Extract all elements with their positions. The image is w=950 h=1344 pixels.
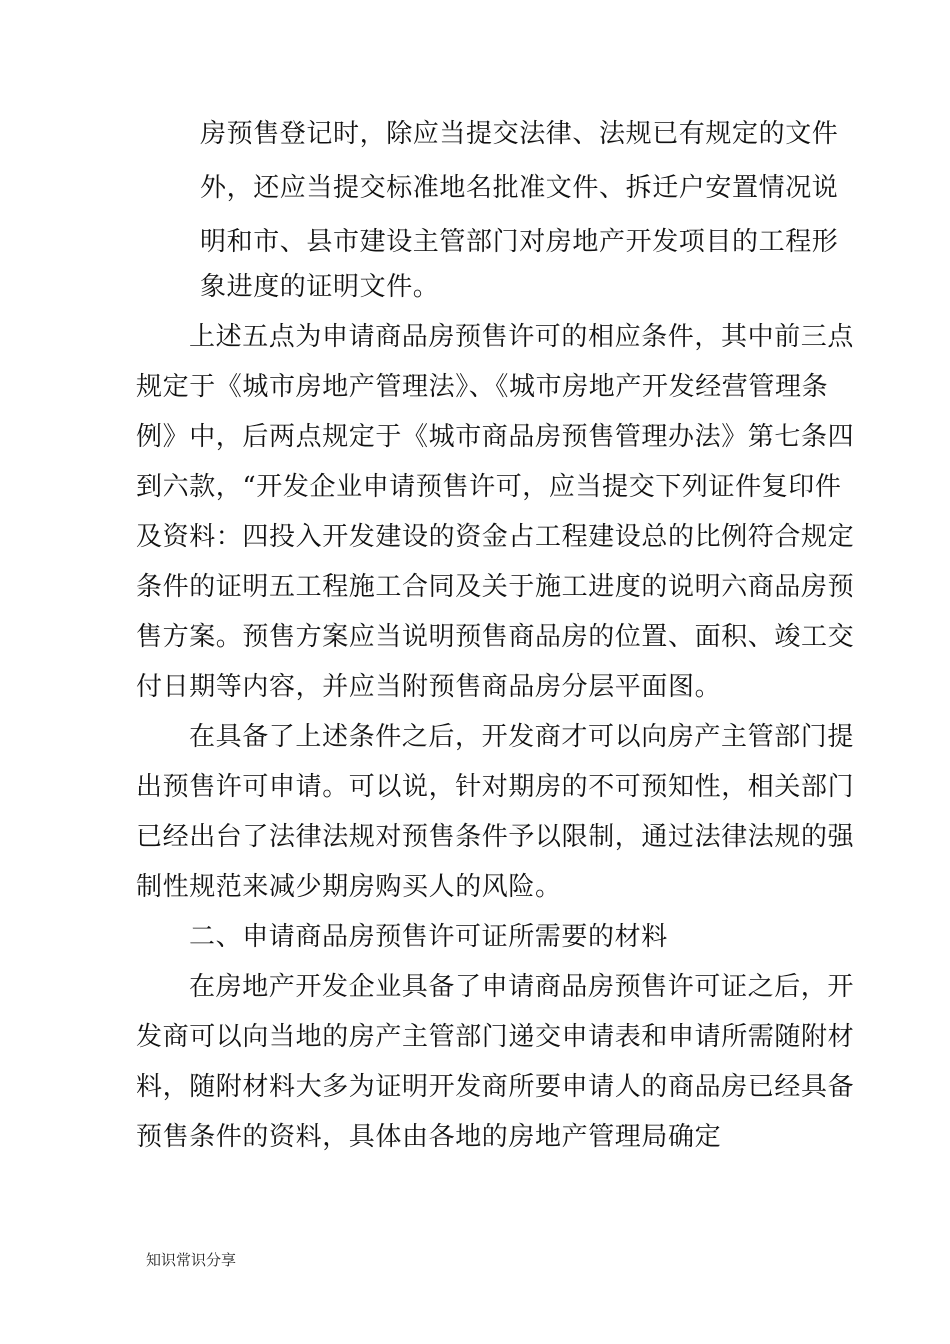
paragraph1-line-6: 条件的证明五工程施工合同及关于施工进度的说明六商品房预: [136, 572, 855, 602]
section-heading: 二、申请商品房预售许可证所需要的材料: [189, 922, 668, 952]
paragraph2-line-3: 已经出台了法律法规对预售条件予以限制，通过法律法规的强: [136, 822, 855, 852]
paragraph1-line-7: 售方案。预售方案应当说明预售商品房的位置、面积、竣工交: [136, 622, 855, 652]
paragraph3-line-2: 发商可以向当地的房产主管部门递交申请表和申请所需随附材: [136, 1022, 855, 1052]
paragraph1-line-8: 付日期等内容，并应当附预售商品房分层平面图。: [136, 672, 722, 702]
indented-line-3: 明和市、县市建设主管部门对房地产开发项目的工程形: [200, 227, 839, 257]
footer-note: 知识常识分享: [146, 1251, 237, 1269]
indented-line-2: 外，还应当提交标准地名批准文件、拆迁户安置情况说: [200, 173, 839, 203]
paragraph1-line-4: 到六款，“开发企业申请预售许可，应当提交下列证件复印件: [136, 472, 842, 502]
paragraph1-line-5: 及资料：四投入开发建设的资金占工程建设总的比例符合规定: [136, 522, 855, 552]
paragraph1-line-2: 规定于《城市房地产管理法》、《城市房地产开发经营管理条: [136, 372, 829, 402]
indented-line-4: 象进度的证明文件。: [200, 272, 440, 302]
paragraph3-line-3: 料，随附材料大多为证明开发商所要申请人的商品房已经具备: [136, 1072, 855, 1102]
paragraph3-line-1: 在房地产开发企业具备了申请商品房预售许可证之后，开: [189, 972, 855, 1002]
paragraph1-line-3: 例》中，后两点规定于《城市商品房预售管理办法》第七条四: [136, 422, 855, 452]
indented-line-1: 房预售登记时，除应当提交法律、法规已有规定的文件: [200, 119, 839, 149]
paragraph2-line-4: 制性规范来减少期房购买人的风险。: [136, 872, 562, 902]
paragraph2-line-1: 在具备了上述条件之后，开发商才可以向房产主管部门提: [189, 722, 855, 752]
paragraph1-line-1: 上述五点为申请商品房预售许可的相应条件，其中前三点: [189, 322, 855, 352]
paragraph3-line-4: 预售条件的资料，具体由各地的房地产管理局确定: [136, 1122, 722, 1152]
paragraph2-line-2: 出预售许可申请。可以说，针对期房的不可预知性，相关部门: [136, 772, 855, 802]
